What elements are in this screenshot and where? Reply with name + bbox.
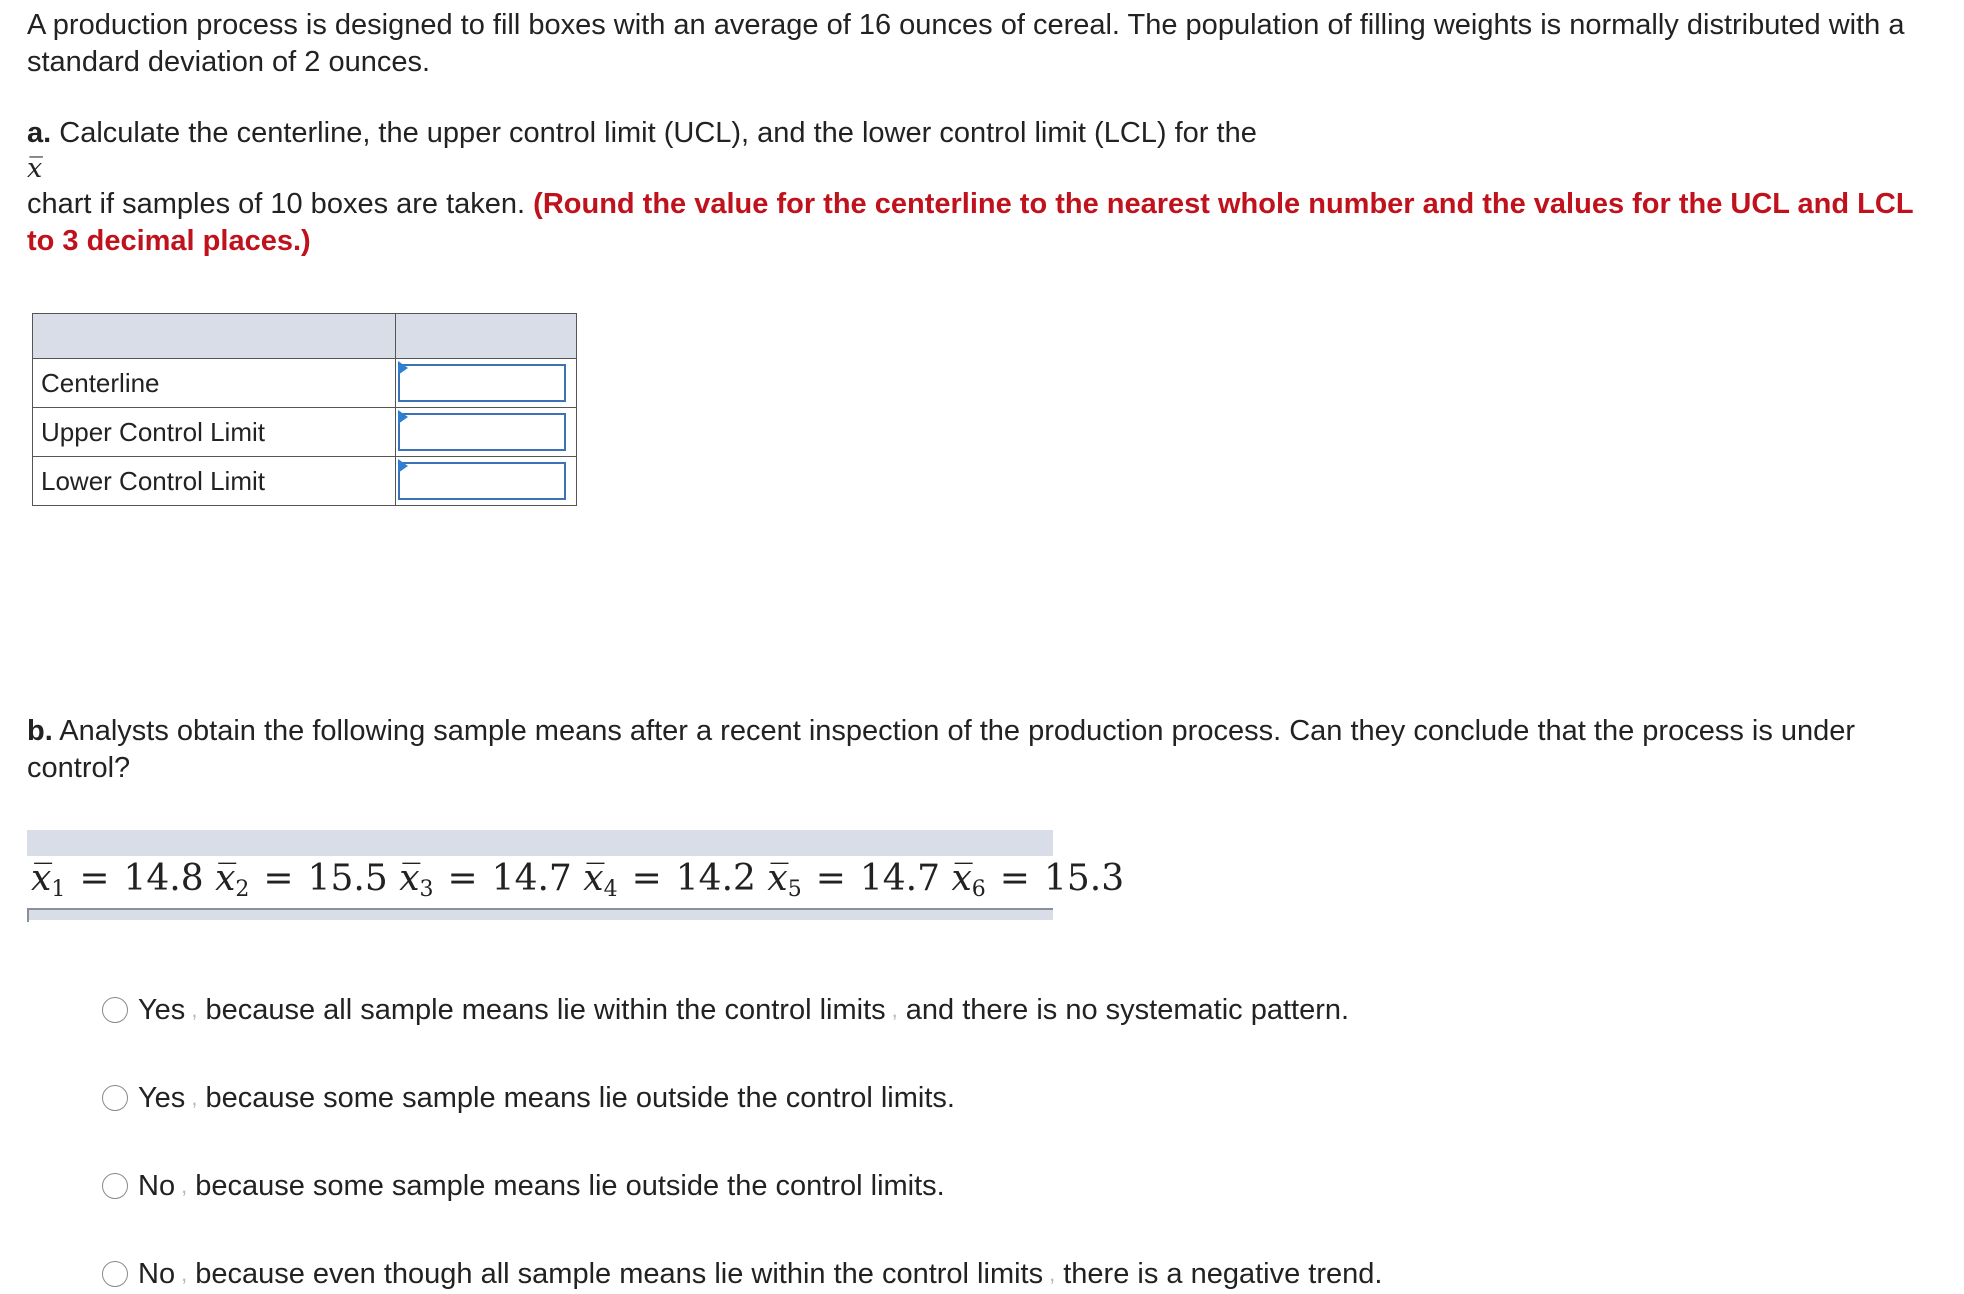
option-3[interactable]: No , because some sample means lie outside the control limits. bbox=[102, 1166, 945, 1206]
option-2[interactable]: Yes , because some sample means lie outside the control limits. bbox=[102, 1078, 955, 1118]
option-1[interactable]: Yes , because all sample means lie within the control limits , and there is no systematic pattern. bbox=[102, 990, 1349, 1030]
sample-mean-1: x̅1 = 14.8 bbox=[31, 858, 204, 902]
control-limits-table bbox=[32, 313, 577, 506]
problem-intro: A production process is designed to fill boxes with an average of 16 ounces of cereal. The population of filling weights is normally distributed with a standard deviation of 2 ounces. bbox=[27, 9, 1905, 78]
part-b-label: b. bbox=[27, 715, 53, 747]
sample-mean-2: x̅2 = 15.5 bbox=[215, 858, 388, 902]
sample-means-equation bbox=[31, 854, 1124, 915]
row-label-lcl: Lower Control Limit bbox=[33, 457, 396, 506]
rounding-instruction: (Round the value for the centerline to the nearest whole number and the values for the UCL and LCL to 3 decimal places.) bbox=[27, 188, 1914, 257]
part-a-text-after: chart if samples of 10 boxes are taken. bbox=[27, 188, 526, 220]
radio-button-2[interactable] bbox=[102, 1085, 128, 1111]
xbar-symbol: x̅ bbox=[27, 153, 43, 184]
table-row bbox=[33, 457, 577, 506]
lcl-input[interactable] bbox=[398, 462, 566, 500]
table-header-cell bbox=[396, 314, 577, 359]
sample-means-display bbox=[27, 830, 1125, 918]
sample-mean-6: x̅6 = 15.3 bbox=[951, 858, 1125, 902]
radio-button-3[interactable] bbox=[102, 1173, 128, 1199]
flag-icon bbox=[398, 410, 408, 424]
option-4[interactable]: No , because even though all sample means lie within the control limits , there is a negative trend. bbox=[102, 1254, 1382, 1294]
row-label-centerline: Centerline bbox=[33, 359, 396, 408]
sample-mean-5: x̅5 = 14.7 bbox=[767, 858, 941, 902]
ucl-input[interactable] bbox=[398, 413, 566, 451]
centerline-input[interactable] bbox=[398, 364, 566, 402]
sample-mean-3: x̅3 = 14.7 bbox=[399, 858, 572, 902]
part-a-question bbox=[27, 115, 1927, 260]
radio-button-4[interactable] bbox=[102, 1261, 128, 1287]
flag-icon bbox=[398, 459, 408, 473]
part-a-label: a. bbox=[27, 117, 52, 149]
flag-icon bbox=[398, 361, 408, 375]
part-b-text: Analysts obtain the following sample means after a recent inspection of the production process. Can they conclude that the process is under control? bbox=[27, 715, 1856, 784]
radio-button-1[interactable] bbox=[102, 997, 128, 1023]
part-b-question bbox=[27, 713, 1927, 787]
table-row bbox=[33, 359, 577, 408]
table-header-row bbox=[33, 314, 577, 359]
sample-mean-4: x̅4 = 14.2 bbox=[583, 858, 756, 902]
part-a-text-before: Calculate the centerline, the upper control limit (UCL), and the lower control limit (LCL) for the bbox=[59, 117, 1257, 149]
row-label-ucl: Upper Control Limit bbox=[33, 408, 396, 457]
table-row bbox=[33, 408, 577, 457]
table-header-cell bbox=[33, 314, 396, 359]
